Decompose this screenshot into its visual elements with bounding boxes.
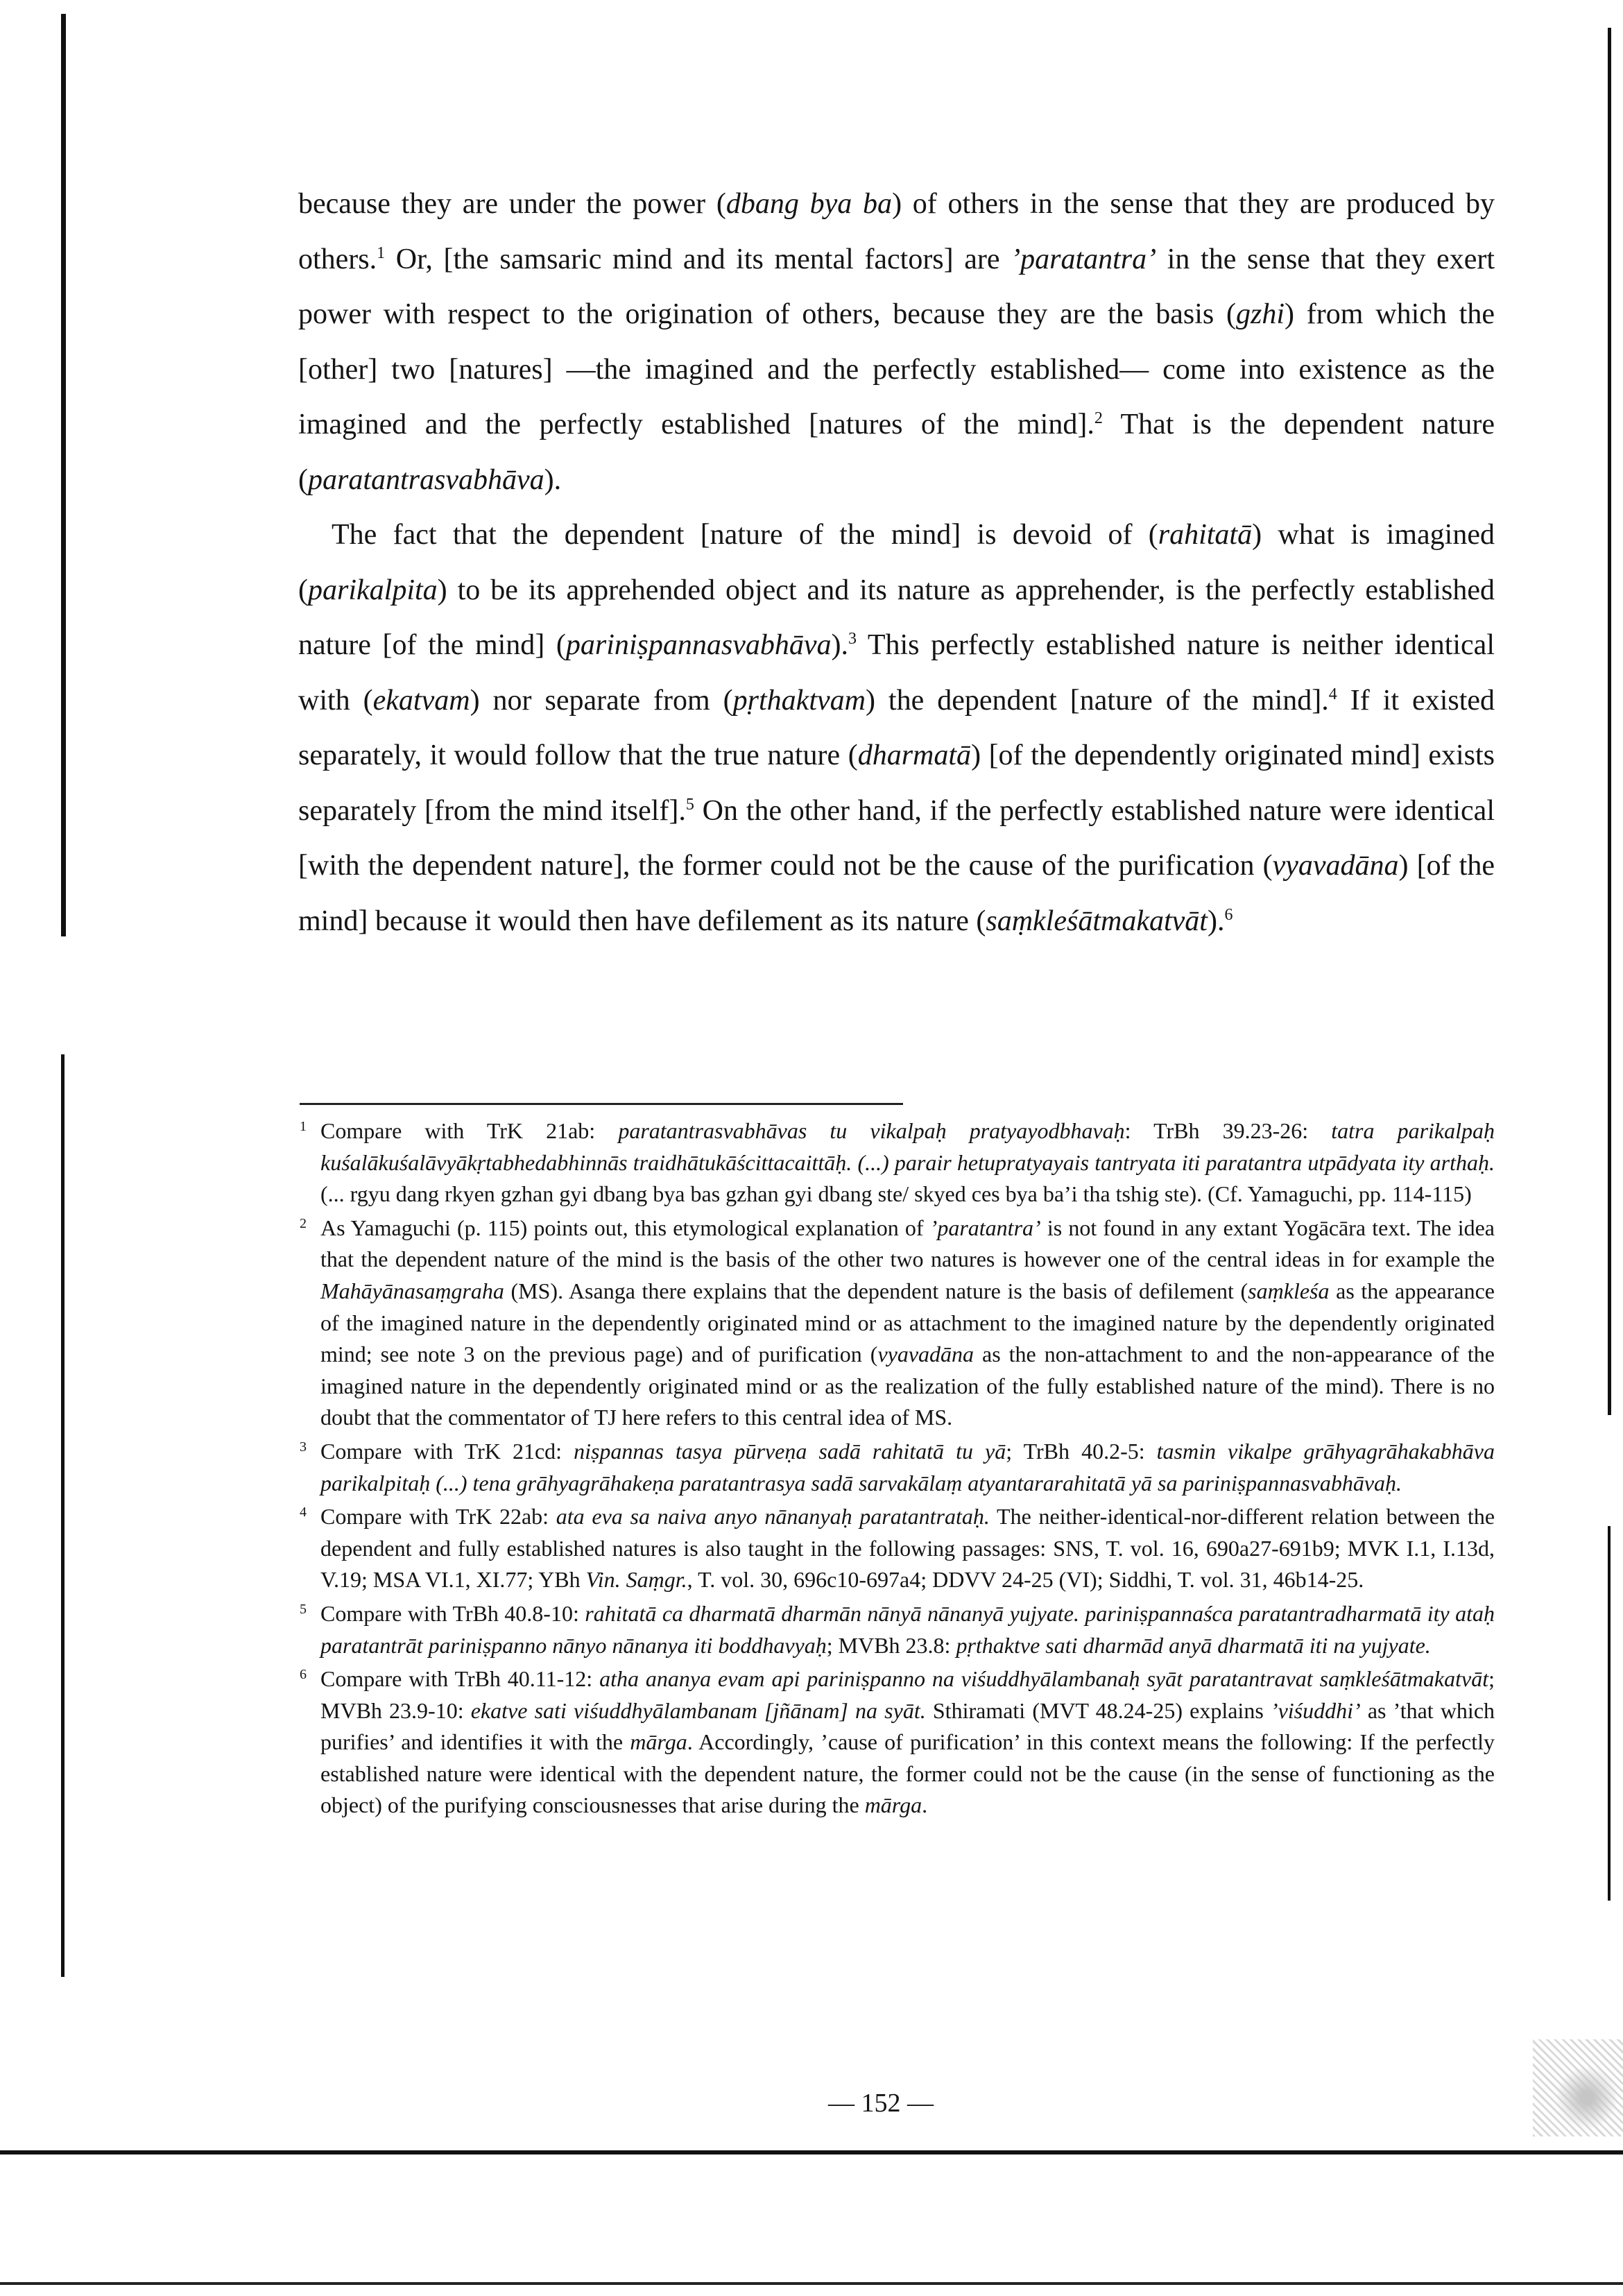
footnote-number: 3 — [300, 1439, 307, 1455]
bottom-page-edge — [0, 2282, 1623, 2285]
footnote-ref[interactable]: 5 — [685, 795, 694, 814]
footnote-4: 4 Compare with TrK 22ab: ata eva sa naiva anyo nānanyaḥ paratantrataḥ. The neither-identical-nor-different relation between the dependent and fully established natures is also taught in the following passages: SNS, T. vol. 16, 690a27-691b9; MVK I.1, I.13d, V.19; MSA VI.1, XI.77; YBh Vin. Saṃgr., T. vol. 30, 696c10-697a4; DDVV 24-25 (VI); Siddhi, T. vol. 31, 46b14-25. — [300, 1501, 1495, 1596]
footnote-ref[interactable]: 6 — [1224, 905, 1233, 924]
footnote-ref[interactable]: 2 — [1094, 409, 1103, 427]
page-number: — 152 — — [828, 2089, 934, 2118]
footnote-ref[interactable]: 3 — [848, 630, 857, 648]
footnote-2: 2 As Yamaguchi (p. 115) points out, this etymological explanation of ’paratantra’ is not found in any extant Yogācāra text. The idea that the dependent nature of the mind is the basis of the other two natures is however one of the central ideas in for example the Mahāyānasaṃgraha (MS). Asanga there explains that the dependent nature is the basis of defilement (saṃkleśa as the appearance of the imagined nature in the dependently originated mind or as attachment to the imagined nature by the dependently originated mind; see note 3 on the previous page) and of purification (vyavadāna as the non-attachment to and the non-appearance of the imagined nature in the dependently originated mind or as the realization of the fully established nature of the mind). There is no doubt that the commentator of TJ here refers to this central idea of MS. — [300, 1213, 1495, 1434]
right-scan-border-lower — [1608, 1526, 1611, 1901]
paragraph-1: because they are under the power (dbang bya ba) of others in the sense that they are produced by others.$^1$ Or, [the samsaric mind and its mental factors] are ’paratantra’ in the sense that they exert power with respect to the origination of others, because they are the basis (gzhi) from which the [other] two [natures] —the imagined and the perfectly established— come into existence as the imagined and the perfectly established [natures of the mind].$^2$ That is the dependent nature (paratantrasvabhāva). — [298, 188, 1495, 496]
paragraph-2: The fact that the dependent [nature of the mind] is devoid of (rahitatā) what is imagined (parikalpita) to be its apprehended object and its nature as apprehender, is the perfectly established nature [of the mind] (pariniṣpannasvabhāva).$^3$ This perfectly established nature is neither identical with (ekatvam) nor separate from (pṛthaktvam) the dependent [nature of the mind].$^4$ If it existed separately, it would follow that the true nature (dharmatā) [of the dependently originated mind] exists separately [from the mind itself].$^5$ On the other hand, if the perfectly established nature were identical [with the dependent nature], the former could not be the cause of the purification (vyavadāna) [of the mind] because it would then have defilement as its nature (saṃkleśātmakatvāt).$^6$ — [298, 519, 1495, 937]
footnote-1: 1 Compare with TrK 21ab: paratantrasvabhāvas tu vikalpaḥ pratyayodbhavaḥ: TrBh 39.23-26: tatra parikalpaḥ kuśalākuśalāvyākṛtabhedabhinnās traidhātukāścittacaittāḥ. (...) parair hetupratyayais tantryata iti paratantra utpādyata ity arthaḥ. (... rgyu dang rkyen gzhan gyi dbang bya bas gzhan gyi dbang ste/ skyed ces bya ba’i tha tshig ste). (Cf. Yamaguchi, pp. 114-115) — [300, 1115, 1495, 1210]
footnote-number: 2 — [300, 1215, 307, 1231]
footnotes — [300, 1115, 1495, 1824]
footnote-number: 1 — [300, 1119, 307, 1134]
footnote-6: 6 Compare with TrBh 40.11-12: atha ananya evam api pariniṣpanno na viśuddhyālambanaḥ syāt paratantravat saṃkleśātmakatvāt; MVBh 23.9-10: ekatve sati viśuddhyālambanam [jñānam] na syāt. Sthiramati (MVT 48.24-25) explains ’viśuddhi’ as ’that which purifies’ and identifies it with the mārga. Accordingly, ’cause of purification’ in this context means the following: If the perfectly established nature were identical with the dependent nature, the former could not be the cause (in the sense of functioning as the object) of the purifying consciousnesses that arise during the mārga. — [300, 1663, 1495, 1822]
bottom-scan-edge — [0, 2150, 1623, 2154]
footnote-ref[interactable]: 1 — [377, 243, 386, 262]
left-scan-border-lower — [61, 1054, 65, 1977]
right-scan-border — [1608, 28, 1611, 1415]
footnote-5: 5 Compare with TrBh 40.8-10: rahitatā ca dharmatā dharmān nānyā nānanyā yujyate. pariniṣpannaśca paratantradharmatā ity ataḥ paratantrāt pariniṣpanno nānyo nānanya iti boddhavyaḥ; MVBh 23.8: pṛthaktve sati dharmād anyā dharmatā iti na yujyate. — [300, 1598, 1495, 1661]
footnote-separator — [300, 1103, 903, 1105]
footnote-number: 5 — [300, 1601, 307, 1617]
footnote-number: 6 — [300, 1667, 307, 1683]
left-scan-border — [61, 14, 66, 936]
main-text — [298, 177, 1495, 949]
scan-noise — [1533, 2039, 1623, 2136]
footnote-number: 4 — [300, 1505, 307, 1520]
footnote-ref[interactable]: 4 — [1328, 685, 1337, 703]
footnote-3: 3 Compare with TrK 21cd: niṣpannas tasya pūrveṇa sadā rahitatā tu yā; TrBh 40.2-5: tasmin vikalpe grāhyagrāhakabhāva parikalpitaḥ (...) tena grāhyagrāhakeṇa paratantrasya sadā sarvakālaṃ atyantararahitatā yā sa pariniṣpannasvabhāvaḥ. — [300, 1436, 1495, 1499]
